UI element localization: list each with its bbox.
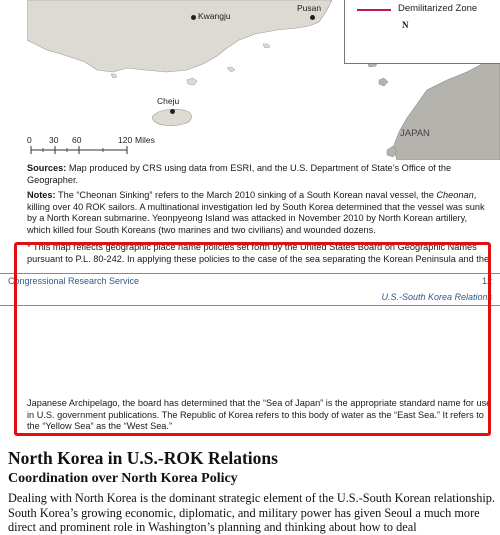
notes-text-2: , killing over 40 ROK sailors. A multinational investigation led by South Korea determined that the vessel was sunk by a North Korean submarine. Yeonpyeong Island was attacked in November 2010 by North Korean artillery, which killed four South Koreans (two marines and two civilians) and wounded dozens. — [27, 190, 485, 235]
sources-label: Sources: — [27, 163, 67, 173]
footer-source: Congressional Research Service — [8, 276, 140, 286]
japan-label: JAPAN — [400, 128, 430, 139]
pusan-dot — [310, 15, 315, 20]
section-heading: North Korea in U.S.-ROK Relations — [8, 448, 278, 468]
dmz-legend-label: Demilitarized Zone — [398, 3, 478, 14]
north-arrow-label: N — [402, 20, 409, 30]
footnote-part-1: * This map reflects geographic place name policies set forth by the United States Board on Geographic Names pursuant to P.L. 80-242. In applying these policies to the case of the sea separating the Korean Peninsula and the — [27, 242, 490, 264]
sources-text: Map produced by CRS using data from ESRI, and the U.S. Department of State’s Office of the Geographer. — [27, 163, 452, 185]
cheju-dot — [170, 109, 175, 114]
map-sources — [27, 163, 492, 186]
map-notes — [27, 190, 492, 236]
pusan-label: Pusan — [297, 3, 322, 13]
page-number: 12 — [481, 276, 492, 286]
section-subheading: Coordination over North Korea Policy — [8, 471, 238, 486]
footnote-part-2: Japanese Archipelago, the board has determined that the “Sea of Japan” is the appropriate standard name for use in U.S. government publications. The Republic of Korea refers to this body of water as the “East Sea.” It refers to the “Yellow Sea” as the “West Sea.” — [27, 398, 492, 431]
kwangju-dot — [191, 15, 196, 20]
scale-tick-120: 120 — [118, 135, 133, 145]
scale-tick-60: 60 — [72, 135, 82, 145]
scale-unit: Miles — [135, 135, 155, 145]
scale-tick-0: 0 — [27, 135, 32, 145]
cheju-label: Cheju — [157, 96, 180, 106]
section-body: Dealing with North Korea is the dominant strategic element of the U.S.-South Korean relationship. South Korea’s growing economic, diplomatic, and military power has given Seoul a much more direct and prominent role in Washington’s planning and thinking about how to deal — [8, 491, 495, 534]
running-header: U.S.-South Korea Relations — [381, 292, 492, 302]
kwangju-label: Kwangju — [198, 11, 231, 21]
korea-map — [27, 0, 500, 160]
scale-tick-30: 30 — [49, 135, 59, 145]
notes-label: Notes: — [27, 190, 56, 200]
highlight-box — [14, 242, 491, 436]
notes-text-1: The “Cheonan Sinking” refers to the March 2010 sinking of a South Korean naval vessel, the — [57, 190, 437, 200]
dmz-legend-line — [357, 9, 391, 11]
notes-vessel-name: Cheonan — [436, 190, 474, 200]
map-legend — [344, 0, 500, 64]
